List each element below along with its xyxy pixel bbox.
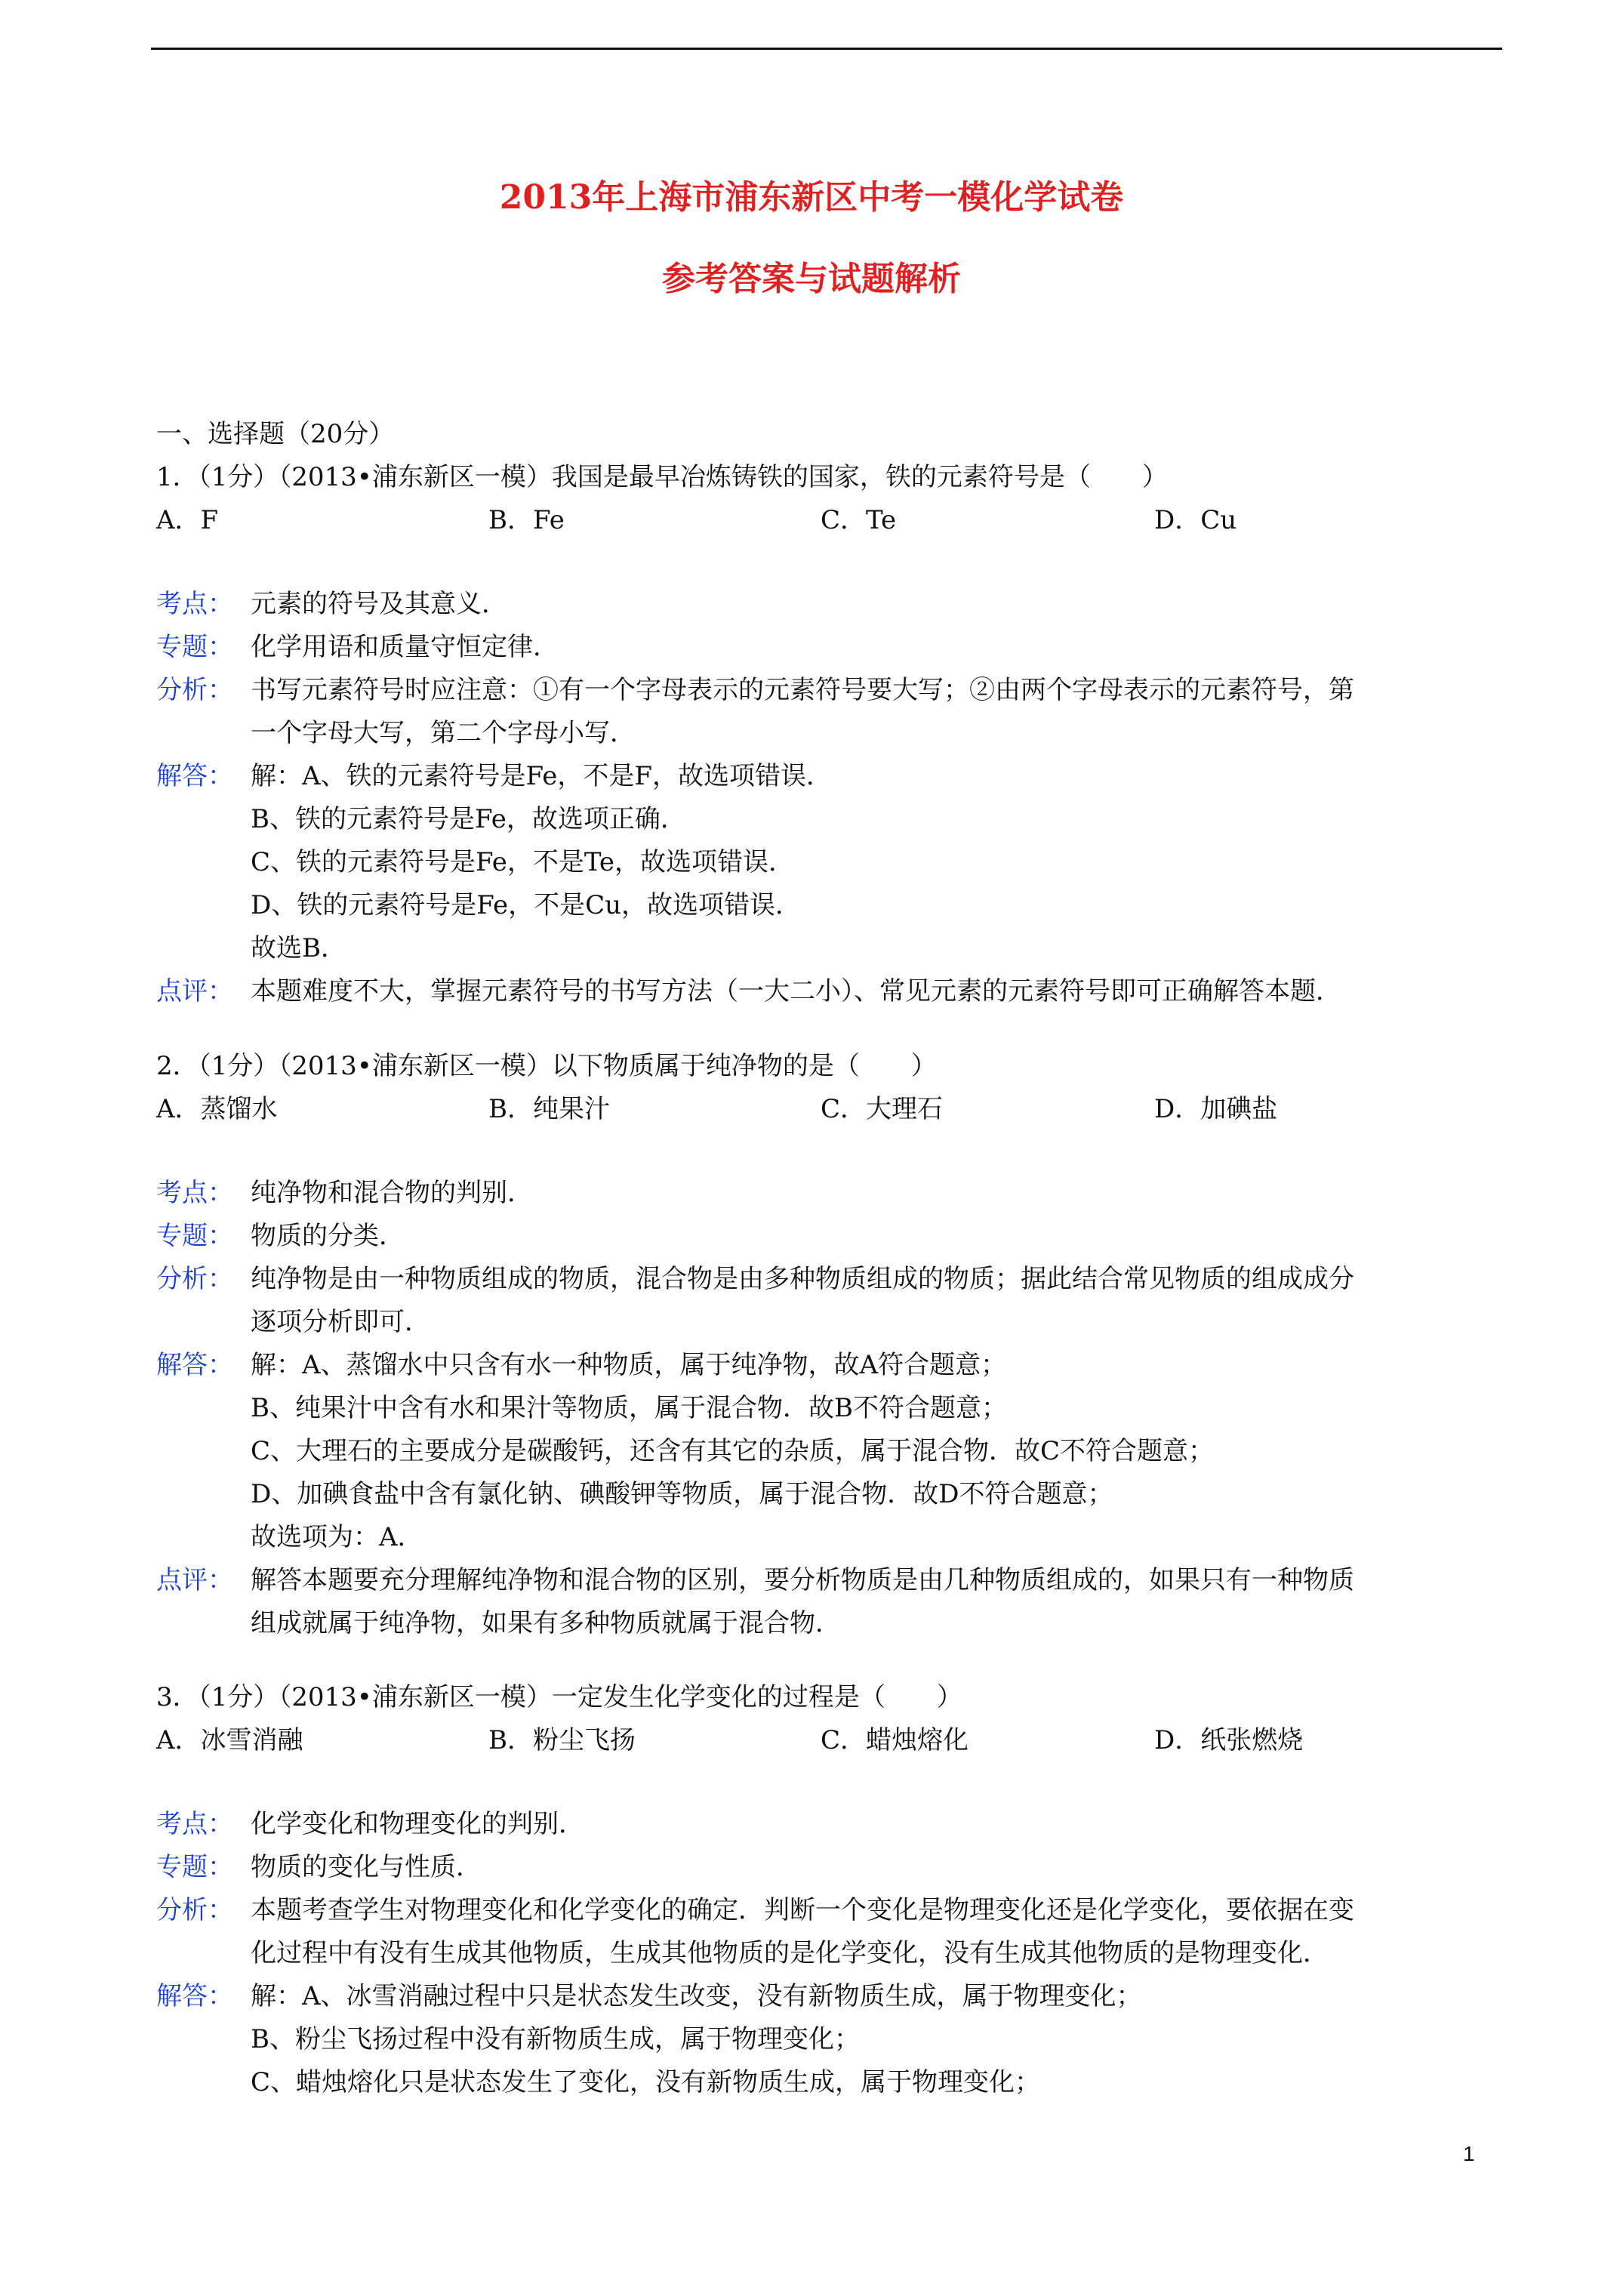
jieda-line: 解：A、冰雪消融过程中只是状态发生改变，没有新物质生成，属于物理变化； (251, 1981, 1142, 2011)
option-b: B．粉尘飞扬 (488, 1725, 636, 1755)
zhuanti-label: 专题： (156, 1852, 233, 1882)
kaodian-line: 化学变化和物理变化的判别． (251, 1809, 584, 1839)
options-row (156, 1719, 1508, 1762)
jieda-row (156, 1975, 1508, 2104)
option-d: D．纸张燃烧 (1154, 1725, 1304, 1755)
fenxi-line: 纯净物是由一种物质组成的物质，混合物是由多种物质组成的物质；据此结合常见物质的组成成分 (251, 1264, 1354, 1294)
jieda-line: C、蜡烛熔化只是状态发生了变化，没有新物质生成，属于物理变化； (251, 2067, 1041, 2097)
header-rule (151, 48, 1502, 50)
zhuanti-line: 物质的分类． (251, 1221, 405, 1251)
document-subtitle: 参考答案与试题解析 (662, 260, 961, 298)
jieda-line: 解：A、蒸馏水中只含有水一种物质，属于纯净物，故A符合题意； (251, 1350, 1007, 1380)
fenxi-line: 化过程中有没有生成其他物质，生成其他物质的是化学变化，没有生成其他物质的是物理变化． (251, 1938, 1329, 1968)
question-3 (156, 1676, 1508, 2104)
option-a: A．冰雪消融 (156, 1725, 303, 1755)
fenxi-line: 逐项分析即可． (251, 1307, 430, 1337)
jieda-line: 故选B． (251, 933, 346, 963)
option-a: A．F (156, 505, 219, 535)
fenxi-row (156, 1889, 1508, 1975)
fenxi-line: 本题考查学生对物理变化和化学变化的确定．判断一个变化是物理变化还是化学变化，要依据在变 (251, 1895, 1354, 1925)
kaodian-label: 考点： (156, 1809, 233, 1839)
jieda-row (156, 1344, 1508, 1559)
dianping-label: 点评： (156, 976, 233, 1006)
fenxi-line: 书写元素符号时应注意：①有一个字母表示的元素符号要大写；②由两个字母表示的元素符号，第 (251, 675, 1354, 705)
zhuanti-row (156, 1846, 1508, 1889)
option-c: C．大理石 (821, 1094, 944, 1124)
page-number: 1 (1463, 2142, 1475, 2165)
fenxi-label: 分析： (156, 1264, 233, 1294)
dianping-label: 点评： (156, 1565, 233, 1595)
question-stem: 1．（1分）（2013•浦东新区一模）我国是最早冶炼铸铁的国家，铁的元素符号是（ ） (156, 462, 1168, 492)
dianping-line: 组成就属于纯净物，如果有多种物质就属于混合物． (251, 1608, 841, 1638)
jieda-line: C、铁的元素符号是Fe，不是Te，故选项错误． (251, 847, 795, 877)
dianping-line: 解答本题要充分理解纯净物和混合物的区别，要分析物质是由几种物质组成的，如果只有一种物质 (251, 1565, 1354, 1595)
jieda-line: C、大理石的主要成分是碳酸钙，还含有其它的杂质，属于混合物．故C不符合题意； (251, 1436, 1215, 1466)
option-b: B．Fe (488, 505, 565, 535)
fenxi-label: 分析： (156, 1895, 233, 1925)
zhuanti-label: 专题： (156, 1221, 233, 1251)
jieda-line: 解：A、铁的元素符号是Fe，不是F，故选项错误． (251, 761, 832, 791)
fenxi-label: 分析： (156, 675, 233, 705)
zhuanti-row (156, 626, 1508, 669)
analysis-block (156, 583, 1508, 1013)
fenxi-line: 一个字母大写，第二个字母小写． (251, 718, 636, 748)
jieda-label: 解答： (156, 761, 233, 791)
dianping-row (156, 1559, 1508, 1645)
kaodian-row (156, 1803, 1508, 1846)
option-b: B．纯果汁 (488, 1094, 610, 1124)
jieda-line: D、铁的元素符号是Fe，不是Cu，故选项错误． (251, 890, 802, 920)
kaodian-row (156, 1172, 1508, 1215)
kaodian-label: 考点： (156, 1178, 233, 1208)
jieda-line: B、纯果汁中含有水和果汁等物质，属于混合物．故B不符合题意； (251, 1393, 1007, 1423)
analysis-block (156, 1172, 1508, 1645)
option-a: A．蒸馏水 (156, 1094, 278, 1124)
jieda-label: 解答： (156, 1981, 233, 2011)
options-row (156, 1088, 1508, 1131)
option-d: D．加碘盐 (1154, 1094, 1278, 1124)
kaodian-row (156, 583, 1508, 626)
kaodian-label: 考点： (156, 589, 233, 619)
zhuanti-line: 化学用语和质量守恒定律． (251, 632, 559, 662)
option-c: C．蜡烛熔化 (821, 1725, 969, 1755)
jieda-line: 故选项为：A． (251, 1522, 423, 1552)
section-heading: 一、选择题（20分） (156, 419, 395, 449)
document-title: 2013年上海市浦东新区中考一模化学试卷 (499, 178, 1124, 217)
question-1 (156, 456, 1508, 1013)
dianping-line: 本题难度不大，掌握元素符号的书写方法（一大二小）、常见元素的元素符号即可正确解答本题． (251, 976, 1341, 1006)
option-c: C．Te (821, 505, 897, 535)
jieda-row (156, 755, 1508, 970)
jieda-line: B、粉尘飞扬过程中没有新物质生成，属于物理变化； (251, 2024, 860, 2054)
kaodian-line: 纯净物和混合物的判别． (251, 1178, 533, 1208)
question-stem: 2．（1分）（2013•浦东新区一模）以下物质属于纯净物的是（ ） (156, 1051, 937, 1081)
zhuanti-row (156, 1215, 1508, 1258)
fenxi-row (156, 669, 1508, 755)
analysis-block (156, 1803, 1508, 2104)
option-d: D．Cu (1154, 505, 1237, 535)
zhuanti-label: 专题： (156, 632, 233, 662)
fenxi-row (156, 1258, 1508, 1344)
options-row (156, 499, 1508, 542)
zhuanti-line: 物质的变化与性质． (251, 1852, 482, 1882)
question-2 (156, 1045, 1508, 1645)
jieda-line: D、加碘食盐中含有氯化钠、碘酸钾等物质，属于混合物．故D不符合题意； (251, 1479, 1113, 1509)
jieda-line: B、铁的元素符号是Fe，故选项正确． (251, 804, 686, 834)
kaodian-line: 元素的符号及其意义． (251, 589, 507, 619)
question-stem: 3．（1分）（2013•浦东新区一模）一定发生化学变化的过程是（ ） (156, 1682, 962, 1712)
jieda-label: 解答： (156, 1350, 233, 1380)
dianping-row (156, 970, 1508, 1013)
